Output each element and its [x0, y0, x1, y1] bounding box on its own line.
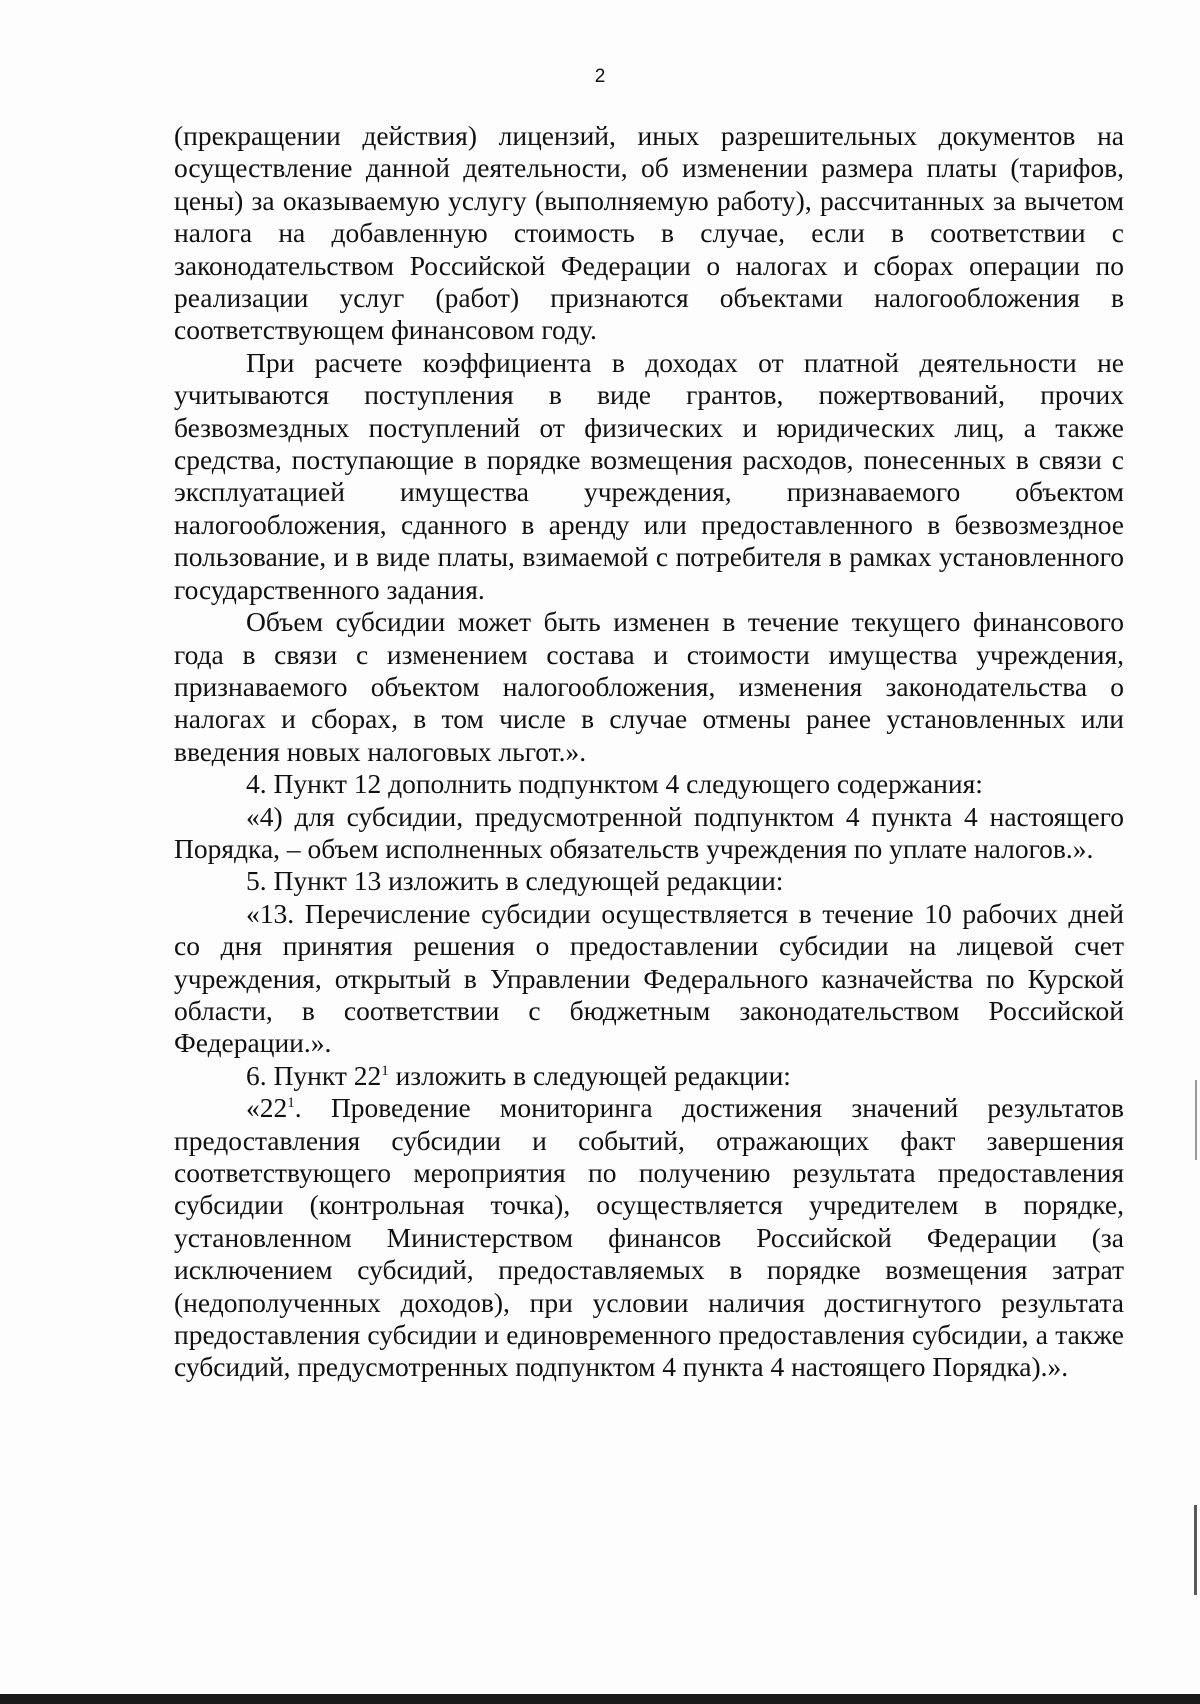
- page-number: 2: [594, 66, 606, 87]
- paragraph-clause-22-1: [174, 1092, 1124, 1384]
- document-body: [174, 120, 1124, 1384]
- clause-22-text-start: «22: [246, 1092, 288, 1124]
- paragraph-item-5: 5. Пункт 13 изложить в следующей редакции:: [246, 865, 784, 897]
- scan-bottom-edge: [0, 1694, 1200, 1704]
- scan-mark-upper: [1195, 1080, 1197, 1160]
- paragraph-item-4: 4. Пункт 12 дополнить подпунктом 4 следующего содержания:: [246, 768, 983, 800]
- clause-22-superscript: 1: [287, 1095, 295, 1112]
- scan-mark-lower: [1194, 1505, 1197, 1595]
- paragraph-subitem-4: «4) для субсидии, предусмотренной подпунктом 4 пункта 4 настоящего Порядка, – объем исполненных обязательств учреждения по уплате налогов.».: [174, 800, 1124, 864]
- item-6-superscript: 1: [381, 1062, 389, 1079]
- item-6-text-end: изложить в следующей редакции:: [388, 1059, 791, 1091]
- paragraph-item-6: [174, 1060, 1124, 1092]
- paragraph-licenses: (прекращении действия) лицензий, иных разрешительных документов на осуществление данной деятельности, об изменении размера платы (тарифов, цены) за оказываемую услугу (выполняемую работу), рассчитанных за вычетом налога на добавленную стоимость в случае, если в соответствии с законодательством Российской Федерации о налогах и сборах операции по реализации услуг (работ) признаются объектами налогообложения в соответствующем финансовом году.: [174, 120, 1124, 346]
- paragraph-clause-13: «13. Перечисление субсидии осуществляется в течение 10 рабочих дней со дня принятия решения о предоставлении субсидии на лицевой счет учреждения, открытый в Управлении Федерального казначейства по Курской области, в соответствии с бюджетным законодательством Российской Федерации.».: [174, 897, 1124, 1059]
- paragraph-coefficient: При расчете коэффициента в доходах от платной деятельности не учитываются поступления в виде грантов, пожертвований, прочих безвозмездных поступлений от физических и юридических лиц, а также средства, поступающие в порядке возмещения расходов, понесенных в связи с эксплуатацией имущества учреждения, признаваемого объектом налогообложения, сданного в аренду или предоставленного в безвозмездное пользование, и в виде платы, взимаемой с потребителя в рамках установленного государственного задания.: [174, 346, 1124, 605]
- paragraph-subsidy-volume: Объем субсидии может быть изменен в течение текущего финансового года в связи с изменением состава и стоимости имущества учреждения, признаваемого объектом налогообложения, изменения законодательства о налогах и сборах, в том числе в случае отмены ранее установленных или введения новых налоговых льгот.».: [174, 606, 1124, 767]
- item-6-text-start: 6. Пункт 22: [246, 1059, 382, 1091]
- clause-22-text-end: . Проведение мониторинга достижения значений результатов предоставления субсидии и событий, отражающих факт завершения соответствующего мероприятия по получению результата предоставления субсидии (контрольная точка), осуществляется учредителем в порядке, установленном Министерством финансов Российской Федерации (за исключением субсидий, предоставляемых в порядке возмещения затрат (недополученных доходов), при условии наличия достигнутого результата предоставления субсидии и единовременного предоставления субсидии, а также субсидий, предусмотренных подпунктом 4 пункта 4 настоящего Порядка).».: [174, 1092, 1124, 1383]
